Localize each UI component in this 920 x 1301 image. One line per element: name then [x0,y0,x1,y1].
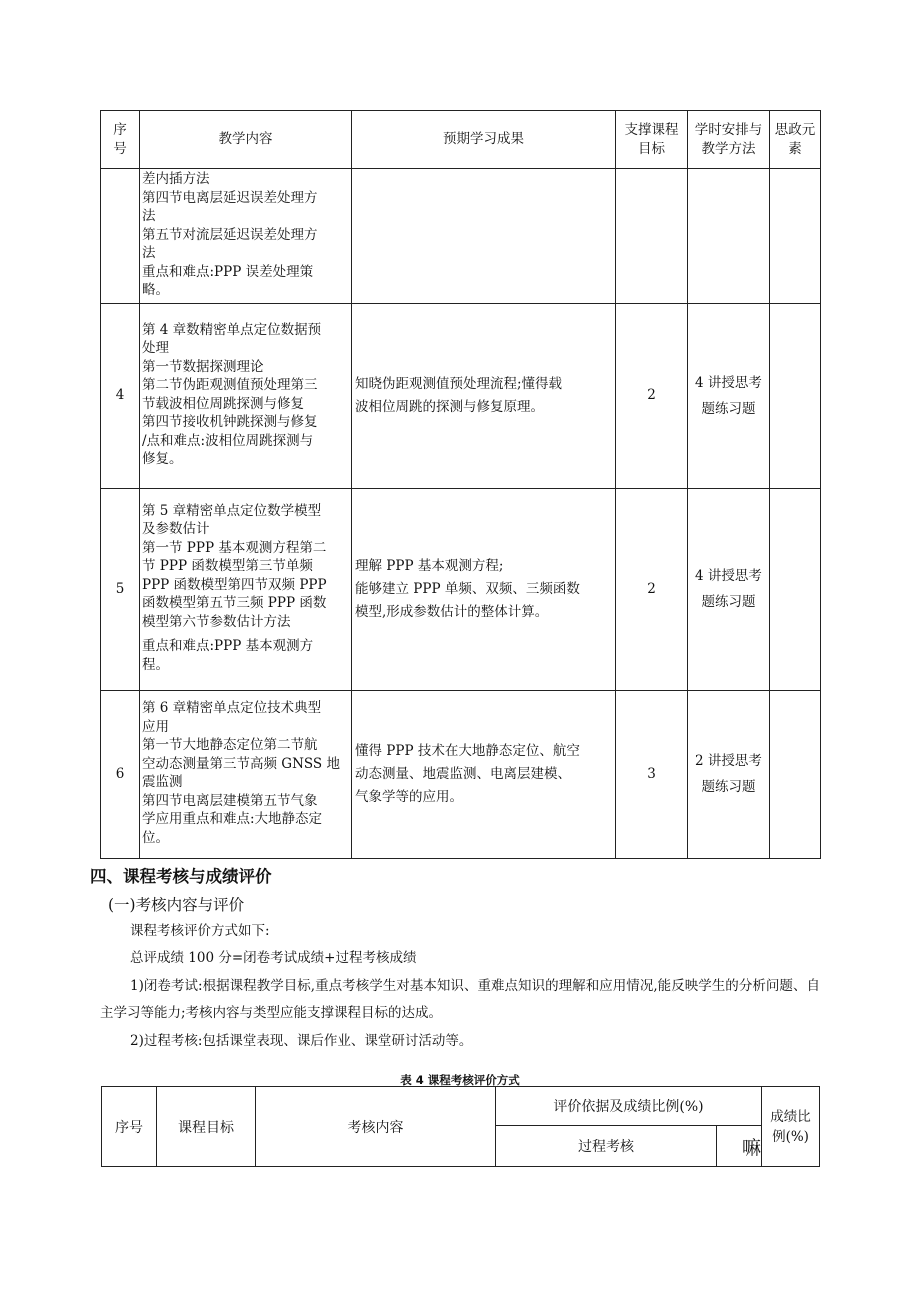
table-header-row [101,111,821,169]
row-hours [688,169,770,304]
row-outcome: 理解 PPP 基本观测方程; 能够建立 PPP 单频、双频、三频函数 模型,形成参数估计的整体计算。 [352,488,616,690]
row-goal: 2 [616,488,688,690]
section-heading: 四、课程考核与成绩评价 [90,867,272,886]
teaching-content-table [100,110,821,859]
assessment-table [101,1086,820,1167]
header-outcome: 预期学习成果 [352,111,616,169]
header-content: 教学内容 [140,111,352,169]
paragraph-intro: 课程考核评价方式如下: [130,923,270,939]
table-row [101,690,821,858]
row-seq: 6 [101,690,140,858]
row-content: 第 6 章精密单点定位技术典型 应用 第一节大地静态定位第二节航 空动态测量第三节高频 GNSS 地 震监测 第四节电离层建模第五节气象 学应用重点和难点:大地静态定 位。 [140,690,352,858]
row-content: 第 4 章数精密单点定位数据预 处理 第一节数据探测理论 第二节伪距观测值预处理第三 节载波相位周跳探测与修复 第四节接收机钟跳探测与修复 /点和难点:波相位周跳探测与 修复。 [140,303,352,488]
row-ideo [770,690,821,858]
row-outcome [352,169,616,304]
row-hours: 4 讲授思考 题练习题 [688,488,770,690]
header-seq: 序 号 [101,111,140,169]
row-outcome: 知晓伪距观测值预处理流程;懂得载 波相位周跳的探测与修复原理。 [352,303,616,488]
table-row [101,169,821,304]
row-hours: 4 讲授思考 题练习题 [688,303,770,488]
header-char: 嘛 [717,1126,762,1167]
header-goal: 课程目标 [157,1087,256,1167]
header-goal: 支撑课程 目标 [616,111,688,169]
paragraph-process-assessment: 2)过程考核:包括课堂表现、课后作业、课堂研讨活动等。 [130,1033,473,1049]
row-ideo [770,169,821,304]
header-seq: 序号 [102,1087,157,1167]
subsection-heading: (一)考核内容与评价 [108,896,245,914]
row-outcome: 懂得 PPP 技术在大地静态定位、航空 动态测量、地震监测、电离层建模、 气象学等的应用。 [352,690,616,858]
row-goal [616,169,688,304]
paragraph-closed-exam: 1)闭卷考试:根据课程教学目标,重点考核学生对基本知识、重难点知识的理解和应用情况,能反映学生的分析问题、自主学习等能力;考核内容与类型应能支撑课程目标的达成。 [100,978,820,1021]
row-seq: 4 [101,303,140,488]
row-seq [101,169,140,304]
row-seq: 5 [101,488,140,690]
header-process: 过程考核 [496,1126,717,1167]
table-header-row [102,1087,820,1126]
header-hours: 学时安排与 教学方法 [688,111,770,169]
table-row [101,303,821,488]
row-content: 差内插方法 第四节电离层延迟误差处理方 法 第五节对流层延迟误差处理方 法 重点和难点:PPP 误差处理策 略。 [140,169,352,304]
table-row [101,488,821,690]
header-ratio: 成绩比 例(%) [762,1087,820,1167]
table-caption: 表 4 课程考核评价方式 [400,1073,520,1087]
header-ideo: 思政元 素 [770,111,821,169]
row-goal: 3 [616,690,688,858]
row-goal: 2 [616,303,688,488]
header-content: 考核内容 [256,1087,496,1167]
row-ideo [770,488,821,690]
row-hours: 2 讲授思考 题练习题 [688,690,770,858]
row-content: 第 5 章精密单点定位数学模型 及参数估计 第一节 PPP 基本观测方程第二 节 PPP 函数模型第三节单频 PPP 函数模型第四节双频 PPP 函数模型第五节三频 PPP 函数 模型第六节参数估计方法 重点和难点:PPP 基本观测方 程。 [140,488,352,690]
row-ideo [770,303,821,488]
header-basis: 评价依据及成绩比例(%) [496,1087,762,1126]
paragraph-total-score: 总评成绩 100 分=闭卷考试成绩+过程考核成绩 [130,950,417,966]
